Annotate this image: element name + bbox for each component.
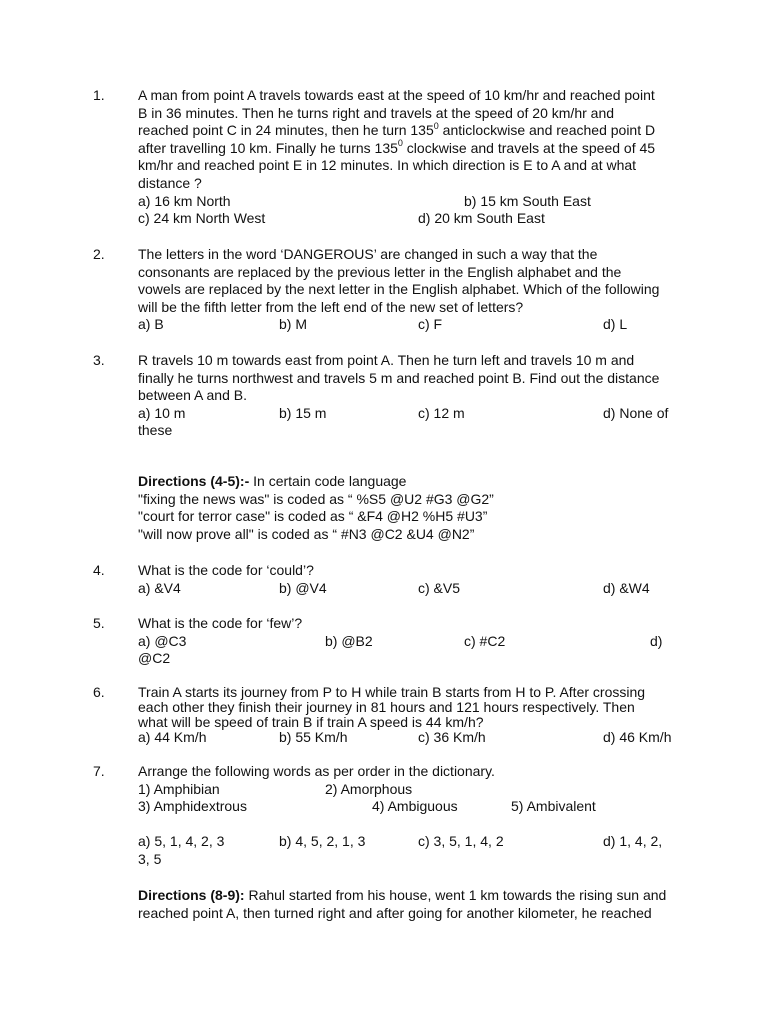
directions-heading [138,887,678,905]
degree-superscript: 0 [397,138,403,149]
options-row [138,580,678,598]
text-line: R travels 10 m towards east from point A. Then he turn left and travels 10 m and [138,352,635,368]
option-d: d) 1, 4, 2, [603,833,663,850]
text-line: vowels are replaced by the next letter in the English alphabet. Which of the following [138,281,660,298]
options-row [138,193,678,211]
question-text [138,684,678,747]
text-line: A man from point A travels towards east at the speed of 10 km/hr and reached point [138,87,655,103]
code-line: "court for terror case" is coded as “ &F4 @H2 %H5 #U3” [138,508,488,525]
option-a: a) B [138,316,164,333]
option-a: a) &V4 [138,579,181,596]
text-line: B in 36 minutes. Then he turns right and travels at the speed of 20 km/hr and [138,104,615,121]
option-a: a) 10 m [138,404,186,421]
option-a: a) 16 km North [138,192,231,209]
text-line [138,140,678,158]
spacer [138,816,678,834]
option-a: a) 44 Km/h [138,729,207,745]
options-row [138,316,678,334]
option-d-wrap: these [138,422,173,439]
option-b: b) @V4 [279,579,327,596]
directions-heading [138,473,678,491]
text-segment: anticlockwise and reached point D [438,122,656,139]
option-b: b) 15 m [279,404,327,421]
text-line: finally he turns northwest and travels 5 m and reached point B. Find out the distance [138,369,660,386]
text-line: will be the fifth letter from the left end of the new set of letters? [138,298,524,315]
option-b: b) M [279,316,307,333]
text-segment: reached point C in 24 minutes, then he turn 135 [138,122,434,139]
option-c: c) 36 Km/h [418,729,486,745]
directions-intro: Rahul started from his house, went 1 km towards the rising sun and [244,887,667,903]
question-number: 4. [93,562,105,578]
text-line [138,122,678,140]
options-row [138,633,678,651]
option-c: c) #C2 [464,632,506,649]
word-4: 4) Ambiguous [372,798,458,815]
directions-label: Directions (8-9): [138,887,245,903]
text-line: What is the code for ‘few’? [138,615,303,631]
question-text [138,562,678,597]
words-row [138,798,678,816]
option-b: b) 15 km South East [464,192,591,209]
option-d: d) None of [603,404,669,421]
degree-superscript: 0 [433,120,439,131]
option-b: b) 55 Km/h [279,729,348,745]
text-line: What is the code for ‘could’? [138,562,314,578]
text-line: what will be speed of train B if train A speed is 44 km/h? [138,714,484,730]
code-line: "fixing the news was" is coded as “ %S5 @U2 #G3 @G2” [138,490,494,507]
option-c: c) 12 m [418,404,465,421]
question-number: 2. [93,246,105,262]
directions-text [138,473,678,543]
code-line: "will now prove all" is coded as “ #N3 @C2 &U4 @N2” [138,525,475,542]
question-text [138,87,678,228]
question-text [138,615,678,668]
text-line: distance ? [138,174,202,191]
text-segment: after travelling 10 km. Finally he turns 135 [138,139,398,156]
option-c: c) &V5 [418,579,461,596]
directions-intro: In certain code language [249,473,407,489]
option-b: b) 4, 5, 2, 1, 3 [279,833,366,850]
question-number: 5. [93,615,105,631]
question-number: 7. [93,763,105,779]
option-d: d) [650,632,663,649]
text-segment: clockwise and travels at the speed of 45 [402,139,656,156]
option-d-wrap: 3, 5 [138,850,162,867]
options-row [138,405,678,423]
text-line: consonants are replaced by the previous letter in the English alphabet and the [138,263,622,280]
question-text [138,763,678,869]
question-text [138,246,678,334]
directions-label: Directions (4-5):- [138,473,250,489]
text-line: The letters in the word ‘DANGEROUS’ are changed in such a way that the [138,246,598,262]
option-c: c) 3, 5, 1, 4, 2 [418,833,504,850]
text-line: Arrange the following words as per order in the dictionary. [138,763,495,779]
option-c: c) F [418,316,443,333]
question-number: 6. [93,684,105,700]
option-a: a) @C3 [138,632,187,649]
options-row [138,210,678,228]
option-d: d) &W4 [603,579,650,596]
text-line: Train A starts its journey from P to H while train B starts from H to P. After crossing [138,684,646,700]
option-d: d) 20 km South East [418,210,545,227]
word-2: 2) Amorphous [325,780,413,797]
text-line: between A and B. [138,387,247,404]
word-3: 3) Amphidextrous [138,798,247,815]
text-line: km/hr and reached point E in 12 minutes. In which direction is E to A and at what [138,157,637,174]
question-number: 1. [93,87,105,103]
options-row [138,729,678,747]
word-1: 1) Amphibian [138,780,220,797]
words-row [138,781,678,799]
word-5: 5) Ambivalent [511,798,596,815]
question-text [138,352,678,440]
option-d: d) 46 Km/h [603,729,672,745]
options-row [138,833,678,851]
option-a: a) 5, 1, 4, 2, 3 [138,833,225,850]
directions-text [138,887,678,922]
option-b: b) @B2 [325,632,373,649]
question-number: 3. [93,352,105,368]
option-d-wrap: @C2 [138,650,171,667]
option-d: d) L [603,316,628,333]
text-line: each other they finish their journey in 81 hours and 121 hours respectively. Then [138,699,635,715]
option-c: c) 24 km North West [138,210,266,227]
text-line: reached point A, then turned right and after going for another kilometer, he reached [138,904,652,921]
